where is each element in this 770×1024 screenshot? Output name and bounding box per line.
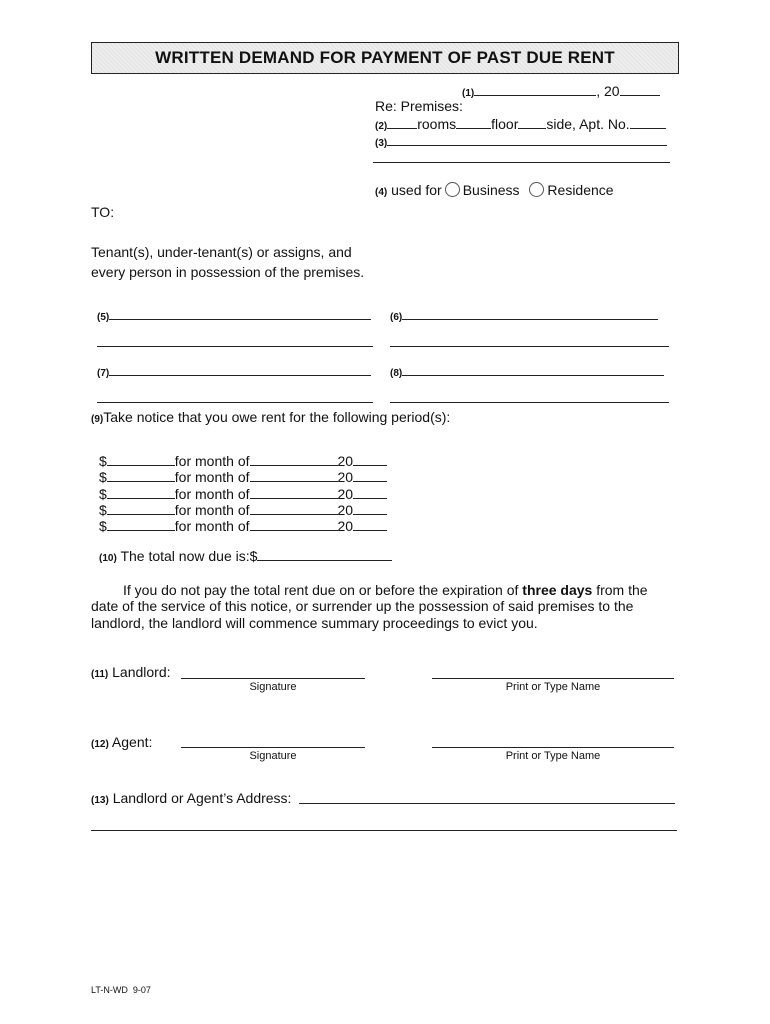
amount-field[interactable] xyxy=(107,486,175,499)
tenant-name-8-field[interactable] xyxy=(402,363,664,376)
year-field[interactable] xyxy=(353,518,387,531)
year-field[interactable] xyxy=(353,486,387,499)
date-line xyxy=(462,83,660,99)
tenant-name-7-field[interactable] xyxy=(109,363,371,376)
residence-radio[interactable] xyxy=(529,182,544,197)
dollar-sign: $ xyxy=(99,518,107,534)
re-premises-label: Re: Premises: xyxy=(375,98,463,114)
field-number-2: (2) xyxy=(375,121,388,132)
rent-row xyxy=(99,453,387,469)
agent-print-name-caption: Print or Type Name xyxy=(505,750,601,762)
address-field[interactable] xyxy=(299,803,675,804)
tenant-address-5-field[interactable] xyxy=(97,346,373,347)
paragraph-line-1-post: from the xyxy=(592,582,648,598)
tenant-text-line-1: Tenant(s), under-tenant(s) or assigns, and xyxy=(91,244,352,260)
tenant-name-5-field[interactable] xyxy=(109,307,371,320)
tenant-name-8-line xyxy=(390,363,664,381)
year-field[interactable] xyxy=(353,469,387,482)
tenant-text-line-2: every person in possession of the premises. xyxy=(91,264,365,280)
form-title: WRITTEN DEMAND FOR PAYMENT OF PAST DUE RENT xyxy=(155,48,615,67)
premises-detail-line xyxy=(375,116,666,132)
floor-field[interactable] xyxy=(456,116,491,129)
year-prefix: 20 xyxy=(337,453,354,469)
premises-address-line-2[interactable] xyxy=(373,162,670,163)
agent-print-name-field[interactable] xyxy=(432,747,674,748)
agent-label-line xyxy=(91,734,152,750)
for-month-label: for month of xyxy=(174,453,250,469)
rent-row xyxy=(99,518,387,534)
field-number-8: (8) xyxy=(390,368,403,379)
agent-label: Agent: xyxy=(111,734,153,750)
tenant-name-7-line xyxy=(97,363,371,381)
date-field[interactable] xyxy=(474,83,596,96)
dollar-sign: $ xyxy=(99,453,107,469)
field-number-7: (7) xyxy=(97,368,110,379)
tenant-address-7-field[interactable] xyxy=(97,402,373,403)
agent-signature-caption: Signature xyxy=(249,750,297,762)
tenant-address-8-field[interactable] xyxy=(390,402,669,403)
for-month-label: for month of xyxy=(174,518,250,534)
paragraph-line-1-pre: If you do not pay the total rent due on or before the expiration of xyxy=(123,582,523,598)
field-number-11: (11) xyxy=(91,669,109,680)
total-line xyxy=(99,548,392,564)
month-field[interactable] xyxy=(250,502,338,515)
total-label: The total now due is:$ xyxy=(120,548,258,564)
premises-address-line xyxy=(375,133,667,149)
use-line xyxy=(375,182,614,198)
address-label: Landlord or Agent’s Address: xyxy=(112,790,292,806)
landlord-signature-field[interactable] xyxy=(181,678,365,679)
rent-row xyxy=(99,469,387,485)
field-number-10: (10) xyxy=(99,553,117,564)
dollar-sign: $ xyxy=(99,486,107,502)
floor-label: floor xyxy=(491,116,519,132)
field-number-3: (3) xyxy=(375,138,388,149)
for-month-label: for month of xyxy=(174,486,250,502)
landlord-label-line xyxy=(91,664,171,680)
month-field[interactable] xyxy=(250,486,338,499)
field-number-1: (1) xyxy=(462,88,475,99)
form-code: LT-N-WD 9-07 xyxy=(91,985,151,995)
apt-no-field[interactable] xyxy=(630,116,666,129)
field-number-6: (6) xyxy=(390,312,403,323)
year-prefix: 20 xyxy=(337,486,354,502)
year-prefix: 20 xyxy=(337,502,354,518)
business-label: Business xyxy=(462,182,520,198)
amount-field[interactable] xyxy=(107,453,175,466)
used-for-label: used for xyxy=(391,182,442,198)
landlord-print-name-caption: Print or Type Name xyxy=(505,681,601,693)
dollar-sign: $ xyxy=(99,469,107,485)
rooms-field[interactable] xyxy=(387,116,417,129)
total-amount-field[interactable] xyxy=(257,548,392,561)
agent-signature-field[interactable] xyxy=(181,747,365,748)
amount-field[interactable] xyxy=(107,502,175,515)
field-number-12: (12) xyxy=(91,739,109,750)
tenant-address-6-field[interactable] xyxy=(390,346,669,347)
for-month-label: for month of xyxy=(174,469,250,485)
address-line xyxy=(91,790,291,806)
year-prefix: 20 xyxy=(337,469,354,485)
paragraph-line-3: landlord, the landlord will commence summary proceedings to evict you. xyxy=(91,615,538,631)
title-box xyxy=(91,42,679,74)
field-number-4: (4) xyxy=(375,187,388,198)
business-radio[interactable] xyxy=(445,182,460,197)
tenant-name-5-line xyxy=(97,307,371,325)
tenant-name-6-line xyxy=(390,307,658,325)
premises-address-field[interactable] xyxy=(387,133,667,146)
year-field[interactable] xyxy=(353,453,387,466)
paragraph-line-1 xyxy=(123,582,648,598)
side-apt-label: side, Apt. No. xyxy=(546,116,630,132)
rent-row xyxy=(99,486,387,502)
field-number-9: (9) xyxy=(91,414,104,425)
year-field[interactable] xyxy=(620,83,660,96)
rooms-label: rooms xyxy=(417,116,457,132)
address-field-line-2[interactable] xyxy=(91,830,677,831)
notice-line xyxy=(91,409,450,425)
year-field[interactable] xyxy=(353,502,387,515)
landlord-print-name-field[interactable] xyxy=(432,678,674,679)
to-label: TO: xyxy=(91,204,115,220)
field-number-5: (5) xyxy=(97,312,110,323)
date-suffix: , 20 xyxy=(596,83,620,99)
dollar-sign: $ xyxy=(99,502,107,518)
residence-label: Residence xyxy=(547,182,614,198)
month-field[interactable] xyxy=(250,469,338,482)
field-number-13: (13) xyxy=(91,795,109,806)
notice-text: Take notice that you owe rent for the following period(s): xyxy=(103,409,451,425)
landlord-signature-caption: Signature xyxy=(249,681,297,693)
amount-field[interactable] xyxy=(107,518,175,531)
month-field[interactable] xyxy=(250,453,338,466)
for-month-label: for month of xyxy=(174,502,250,518)
year-prefix: 20 xyxy=(337,518,354,534)
landlord-label: Landlord: xyxy=(112,664,171,680)
paragraph-line-2: date of the service of this notice, or surrender up the possession of said premises to the xyxy=(91,598,634,614)
three-days-emphasis: three days xyxy=(522,582,593,598)
side-field[interactable] xyxy=(518,116,546,129)
rent-row xyxy=(99,502,387,518)
tenant-name-6-field[interactable] xyxy=(402,307,658,320)
month-field[interactable] xyxy=(250,518,338,531)
amount-field[interactable] xyxy=(107,469,175,482)
